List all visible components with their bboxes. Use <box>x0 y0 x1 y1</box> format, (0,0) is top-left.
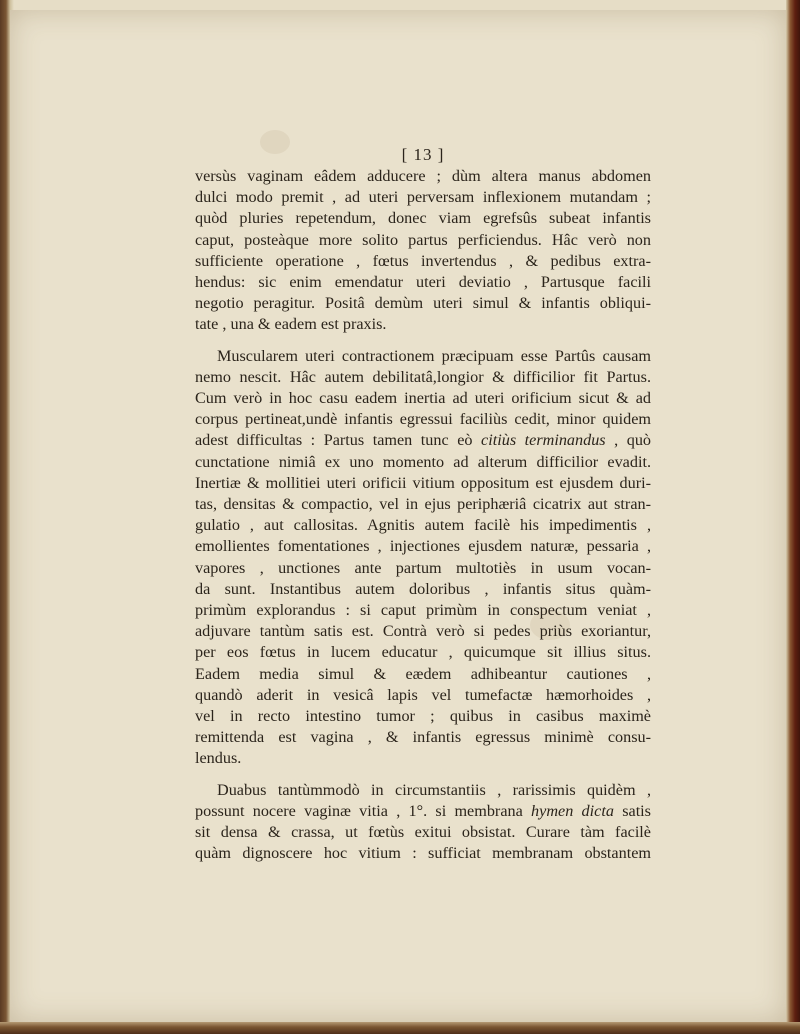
book-spine-edge <box>786 0 800 1034</box>
text-line: primùm explorandus : si caput primùm in conspectum veniat , <box>195 601 651 620</box>
text-line: lendus. <box>195 749 242 768</box>
text-line: Eadem media simul & eædem adhibeantur cautiones , <box>195 664 651 683</box>
book-bottom-edge <box>0 1022 800 1034</box>
text-line: vel in recto intestino tumor ; quibus in casibus maximè <box>195 707 651 726</box>
text-line: dulci modo premit , ad uteri perversam inflexionem mutandam ; <box>195 188 651 207</box>
text-line: hendus: sic enim emendatur uteri deviatio , Partusque facili <box>195 273 651 292</box>
text-line: cunctatione nimiâ ex uno momento ad alterum difficilior evadit. <box>195 452 651 471</box>
text-line: adjuvare tantùm satis est. Contrà verò si pedes priùs exoriantur, <box>195 622 651 641</box>
text-line: emollientes fomentationes , injectiones ejusdem naturæ, pessaria , <box>195 537 651 556</box>
text-line: vapores , unctiones ante partum multotiès in usum vocan- <box>195 558 651 577</box>
text-line: sit densa & crassa, ut fœtùs exitui obsistat. Curare tàm facilè <box>195 823 651 842</box>
text-line: Inertiæ & mollitiei uteri orificii vitium oppositum est ejusdem duri- <box>195 473 651 492</box>
text-line: quòd pluries repetendum, donec viam egrefsûs subeat infantis <box>195 209 651 228</box>
text-line: Muscularem uteri contractionem præcipuam esse Partûs causam <box>217 346 651 365</box>
italic-term: hymen dicta <box>531 801 614 820</box>
text-line: tas, densitas & compactio, vel in ejus periphæriâ cicatrix aut stran- <box>195 495 651 514</box>
text-line: quàm dignoscere hoc vitium : sufficiat membranam obstantem <box>195 844 651 863</box>
text-line: adest difficultas : Partus tamen tunc eò citiùs terminandus , quò <box>195 431 651 450</box>
text-line: Duabus tantùmmodò in circumstantiis , rarissimis quidèm , <box>217 780 651 799</box>
text-line: remittenda est vagina , & infantis egressus minimè consu- <box>195 728 651 747</box>
italic-term: citiùs terminandus <box>481 431 606 450</box>
page-number: [ 13 ] <box>401 145 445 164</box>
text-line: per eos fœtus in lucem educatur , quicumque sit illius situs. <box>195 643 651 662</box>
text-line: caput, posteàque more solito partus perficiendus. Hâc verò non <box>195 230 651 249</box>
text-line: tate , una & eadem est praxis. <box>195 315 387 334</box>
text-line: negotio peragitur. Positâ demùm uteri simul & infantis obliqui- <box>195 294 651 313</box>
text-line: versùs vaginam eâdem adducere ; dùm altera manus abdomen <box>195 167 651 185</box>
text-line: gulatio , aut callositas. Agnitis autem facilè his impedimentis , <box>195 516 651 535</box>
text-line: da sunt. Instantibus autem doloribus , infantis situs quàm- <box>195 579 651 598</box>
text-line: quandò aderit in vesicâ lapis vel tumefactæ hæmorhoides , <box>195 685 651 704</box>
page-text <box>195 146 651 875</box>
text-line: possunt nocere vaginæ vitia , 1°. si membrana hymen dicta satis <box>195 801 651 820</box>
paragraph-1 <box>195 166 651 336</box>
text-line: nemo nescit. Hâc autem debilitatâ,longior & difficilior fit Partus. <box>195 367 651 386</box>
text-line: sufficiente operatione , fœtus invertendus , & pedibus extra- <box>195 251 651 270</box>
paragraph-2 <box>195 346 651 770</box>
paragraph-3 <box>195 780 651 865</box>
text-line: Cum verò in hoc casu eadem inertia ad uteri orificium sicut & ad <box>195 389 651 408</box>
text-line: corpus pertineat,undè infantis egressui faciliùs cedit, minor quidem <box>195 410 651 429</box>
